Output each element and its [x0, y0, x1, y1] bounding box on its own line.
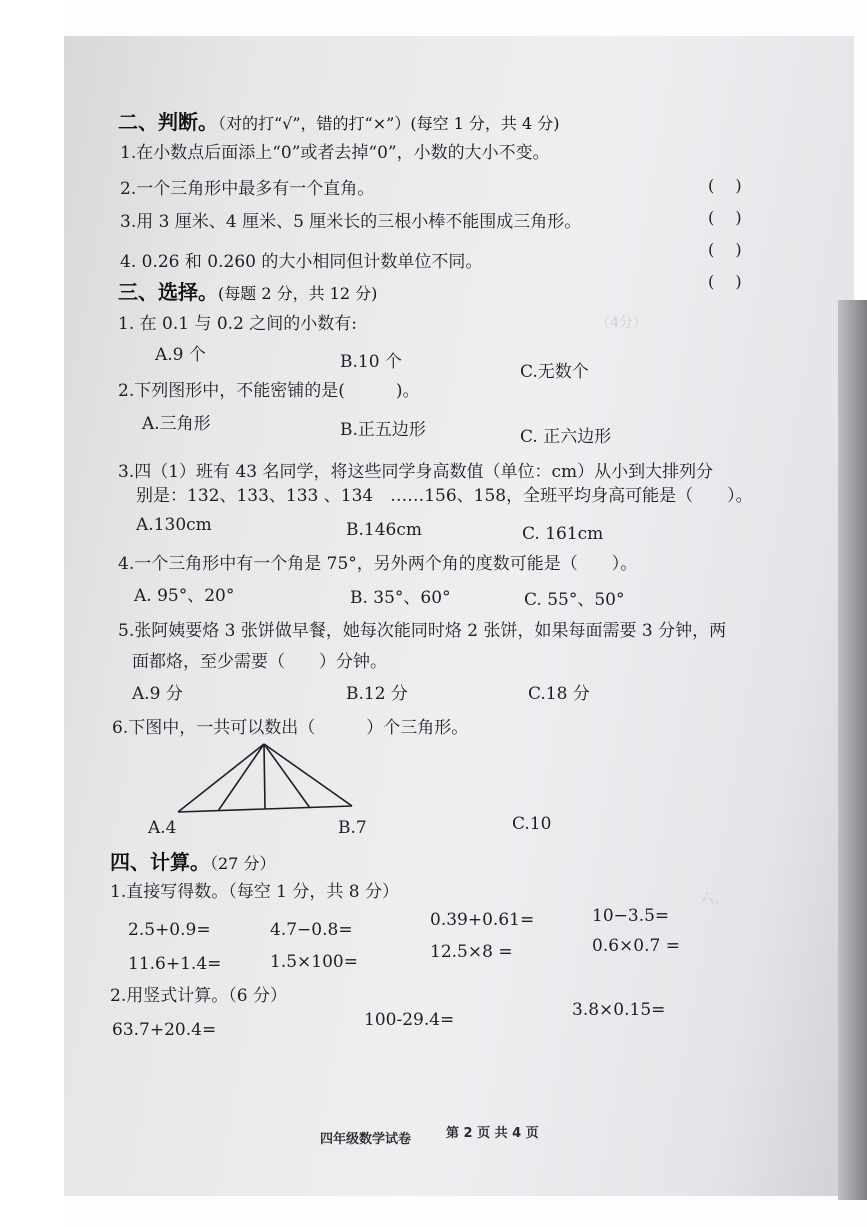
judge-item-3: 3.用 3 厘米、4 厘米、5 厘米长的三根小棒不能围成三角形。 — [120, 212, 582, 232]
figure-inner-line — [264, 744, 310, 808]
calc-item: 4.7−0.8= — [270, 920, 353, 940]
section4-note: （27 分） — [210, 854, 276, 873]
vertical-calc-item: 100-29.4= — [364, 1010, 455, 1030]
calc-item: 0.39+0.61= — [430, 910, 535, 930]
section2-title: 二、判断。 — [118, 110, 218, 134]
page-number: 第 2 页 共 4 页 — [446, 1126, 539, 1141]
section3-title: 三、选择。 — [118, 280, 218, 304]
calc-item: 2.5+0.9= — [128, 920, 211, 940]
answer-blank-3[interactable]: ( ) — [708, 240, 742, 259]
show-through-text: （4分） — [596, 315, 647, 331]
q6-option-a: A.4 — [148, 818, 177, 838]
section3-heading — [118, 282, 377, 302]
q3-option-a: A.130cm — [136, 515, 212, 535]
q5-option-a: A.9 分 — [132, 684, 183, 704]
figure-inner-line — [218, 744, 264, 811]
q6-option-b: B.7 — [338, 818, 367, 838]
q5-stem-line1: 5.张阿姨要烙 3 张饼做早餐，她每次能同时烙 2 张饼，如果每面需要 3 分钟，两 — [118, 621, 727, 641]
vertical-calc-item: 63.7+20.4= — [112, 1020, 217, 1040]
figure-right-side — [264, 744, 352, 806]
q3-option-c: C. 161cm — [522, 524, 604, 544]
paper-shadow-edge — [838, 300, 867, 1200]
answer-blank-4[interactable]: ( ) — [708, 272, 742, 291]
q1-stem: 1. 在 0.1 与 0.2 之间的小数有: — [118, 314, 358, 334]
q5-stem-line2: 面都烙，至少需要（ ）分钟。 — [132, 652, 387, 672]
q3-stem-line2: 别是：132、133、133 、134 ……156、158，全班平均身高可能是（ ）。 — [136, 486, 753, 506]
calc-item: 10−3.5= — [592, 906, 670, 926]
q4-option-c: C. 55°、50° — [524, 590, 625, 610]
section2-heading — [118, 112, 560, 132]
figure-left-side — [178, 744, 264, 812]
q4-option-a: A. 95°、20° — [134, 586, 235, 606]
calc-part1-title: 1.直接写得数。（每空 1 分，共 8 分） — [110, 882, 399, 902]
q2-option-a: A.三角形 — [142, 414, 211, 434]
judge-item-2: 2.一个三角形中最多有一个直角。 — [120, 179, 375, 199]
section4-heading — [110, 852, 275, 872]
q6-stem: 6.下图中，一共可以数出（ ）个三角形。 — [112, 718, 469, 738]
answer-blank-2[interactable]: ( ) — [708, 208, 742, 227]
section4-title: 四、计算。 — [110, 850, 210, 874]
q3-stem-line1: 3.四（1）班有 43 名同学，将这些同学身高数值（单位：cm）从小到大排列分 — [118, 462, 714, 482]
calc-item: 1.5×100= — [270, 952, 358, 972]
q6-option-c: C.10 — [512, 814, 552, 834]
calc-part2-title: 2.用竖式计算。（6 分） — [110, 986, 287, 1006]
q2-option-c: C. 正六边形 — [520, 427, 612, 447]
q4-stem: 4.一个三角形中有一个角是 75°，另外两个角的度数可能是（ ）。 — [118, 554, 638, 574]
q2-stem: 2.下列图形中，不能密铺的是( )。 — [118, 381, 420, 401]
q1-option-a: A.9 个 — [155, 345, 206, 365]
q2-option-b: B.正五边形 — [340, 420, 426, 440]
section3-note: (每题 2 分，共 12 分) — [218, 284, 378, 303]
calc-item: 11.6+1.4= — [128, 954, 222, 974]
answer-blank-1[interactable]: ( ) — [708, 176, 742, 195]
q1-option-c: C.无数个 — [520, 362, 589, 382]
triangle-figure — [170, 742, 360, 822]
q1-option-b: B.10 个 — [340, 352, 402, 372]
figure-inner-line — [264, 744, 265, 809]
q5-option-c: C.18 分 — [528, 684, 590, 704]
footer-label: 四年级数学试卷 — [320, 1132, 412, 1147]
q3-option-b: B.146cm — [346, 520, 422, 540]
judge-item-4: 4. 0.26 和 0.260 的大小相同但计数单位不同。 — [120, 252, 483, 272]
judge-item-1: 1.在小数点后面添上“0”或者去掉“0”，小数的大小不变。 — [120, 143, 550, 163]
q5-option-b: B.12 分 — [346, 684, 408, 704]
vertical-calc-item: 3.8×0.15= — [572, 1000, 666, 1020]
section2-note: （对的打“√”，错的打“×”）(每空 1 分，共 4 分) — [218, 114, 560, 133]
calc-item: 12.5×8 = — [430, 942, 513, 962]
left-margin — [0, 0, 64, 1227]
show-through-text: 六、 — [700, 891, 728, 907]
calc-item: 0.6×0.7 = — [592, 936, 680, 956]
q4-option-b: B. 35°、60° — [350, 588, 451, 608]
